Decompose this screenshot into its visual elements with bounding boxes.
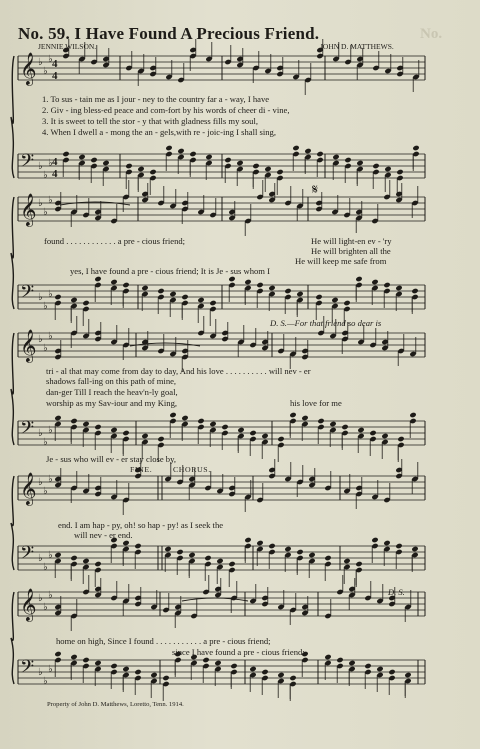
system2-bass-lyrics: yes, I have found a pre - cious friend; It is Je - sus whom I [70,266,270,276]
note-head [364,663,371,669]
note-head [122,430,129,436]
note-head [70,418,77,424]
system3-bottom-lyrics: Je - sus who will ev - er stay close by, [46,454,176,464]
note-head [277,436,284,442]
property-footer: Property of John D. Matthews, Loretto, Tenn. 1914. [47,701,184,708]
note-head [384,166,391,172]
bass-clef: 𝄢 [20,282,35,307]
note-head [355,276,362,282]
note-head [149,169,156,175]
flat-sign: ♭ [38,553,43,564]
flat-sign: ♭ [48,425,53,436]
flat-sign: ♭ [48,54,53,65]
note-head [284,546,291,552]
note-head [164,546,171,552]
tie-slur [60,202,130,205]
note-head [276,169,283,175]
note-head [204,555,211,561]
system2-right-line-2: He will brighten all the [311,246,391,256]
note-head [296,291,303,297]
note-head [70,297,77,303]
note-head [228,276,235,282]
treble-clef: 𝄞 [20,193,37,226]
verse-4-line: 4. When I dwell a - mong the an - gels,with re - joic-ing I shall sing, [42,127,276,137]
note-head [224,157,231,163]
note-head [134,543,141,549]
note-head [381,433,388,439]
note-head [256,540,263,546]
flat-sign: ♭ [43,301,48,312]
flat-sign: ♭ [38,161,43,172]
note-head [177,148,184,154]
flat-sign: ♭ [48,664,53,675]
note-head [169,412,176,418]
note-head [308,552,315,558]
fine-label: FINE. [130,465,153,474]
system2-right-line-1: He will light-en ev - 'ry [311,236,392,246]
system5-bass-lyrics: since I have found a pre - cious friend; [172,647,305,657]
flat-sign: ♭ [48,474,53,485]
time-signature: 4 [52,58,58,70]
lyricist-credit: JENNIE WILSON. [38,42,97,51]
note-head [409,412,416,418]
verse-3-line: 3. It is sweet to tell the stor - y that with gladness fills my soul, [42,116,259,126]
flat-sign: ♭ [48,550,53,561]
note-head [344,157,351,163]
treble-clef: 𝄞 [20,329,37,362]
note-head [122,282,129,288]
note-head [78,154,85,160]
flat-sign: ♭ [43,676,48,687]
system-brace [11,56,14,178]
note-head [356,160,363,166]
flat-sign: ♭ [48,195,53,206]
verse-2-line: 2. Giv - ing bless-ed peace and com-fort by his words of cheer di - vine, [42,105,290,115]
note-head [221,424,228,430]
note-head [348,660,355,666]
bass-clef: 𝄢 [20,418,35,443]
flat-sign: ♭ [43,562,48,573]
flat-sign: ♭ [43,170,48,181]
time-signature: 4 [52,70,58,82]
bass-clef: 𝄢 [20,543,35,568]
note-head [329,421,336,427]
note-head [395,543,402,549]
note-head [94,276,101,282]
note-head [383,282,390,288]
tie-slur [182,598,248,601]
note-head [209,421,216,427]
note-head [412,145,419,151]
note-head [94,424,101,430]
note-head [102,160,109,166]
verse-1-line: 1. To sus - tain me as I jour - ney to the country far a - way, I have [42,94,270,104]
note-head [54,552,61,558]
system4-treble-lyrics: end. I am hap - py, oh! so hap - py! as I seek the [58,520,224,530]
note-head [189,151,196,157]
flat-sign: ♭ [38,593,43,604]
note-head [304,148,311,154]
note-head [404,672,411,678]
note-head [277,672,284,678]
note-head [296,549,303,555]
system2-right-line-3: He will keep me safe from [295,256,387,266]
tie-slur [130,343,200,346]
segno-sign: 𝄋 [312,183,319,198]
note-head [369,430,376,436]
note-head [371,537,378,543]
bass-clef: 𝄢 [20,151,35,176]
note-head [289,675,296,681]
note-head [411,546,418,552]
note-head [82,300,89,306]
note-head [62,151,69,157]
flat-sign: ♭ [48,289,53,300]
flat-sign: ♭ [38,334,43,345]
ds-return-text: D. S.—For that friend so dear is [270,318,382,328]
note-head [54,294,61,300]
note-head [383,540,390,546]
flat-sign: ♭ [38,57,43,68]
flat-sign: ♭ [43,207,48,218]
note-head [332,154,339,160]
chorus-label: CHORUS. [173,465,211,474]
note-head [357,427,364,433]
note-head [236,160,243,166]
note-head [54,651,61,657]
note-head [324,654,331,660]
flat-sign: ♭ [48,158,53,169]
note-head [110,279,117,285]
flat-sign: ♭ [38,428,43,439]
note-head [82,657,89,663]
note-head [70,654,77,660]
note-head [157,436,164,442]
note-head [70,555,77,561]
note-head [176,549,183,555]
system3-line-3: dan-ger Till I reach the heav'n-ly goal, [46,387,178,397]
note-head [188,552,195,558]
system-brace [11,476,14,570]
flat-sign: ♭ [43,486,48,497]
note-head [82,421,89,427]
flat-sign: ♭ [48,331,53,342]
flat-sign: ♭ [38,198,43,209]
note-head [122,666,129,672]
note-head [244,537,251,543]
note-head [94,561,101,567]
note-head [343,558,350,564]
note-head [249,430,256,436]
note-head [141,285,148,291]
note-head [388,669,395,675]
note-head [317,418,324,424]
note-head [396,169,403,175]
note-head [82,558,89,564]
note-head [216,558,223,564]
treble-clef: 𝄞 [20,52,37,85]
note-head [324,555,331,561]
note-head [228,561,235,567]
note-head [162,675,169,681]
flat-sign: ♭ [38,667,43,678]
note-head [315,294,322,300]
note-head [141,433,148,439]
note-head [137,166,144,172]
system-brace [11,197,14,309]
note-head [268,543,275,549]
note-head [289,412,296,418]
note-head [376,666,383,672]
system4-bass-lyrics: will nev - er end. [74,530,133,540]
note-head [202,657,209,663]
note-head [397,436,404,442]
note-head [237,427,244,433]
note-head [372,163,379,169]
time-signature: 4 [52,156,58,168]
system5-treble-lyrics: home on high, Since I found . . . . . . . . . . . a pre - cious friend; [56,636,271,646]
note-head [122,540,129,546]
system-brace [11,333,14,445]
note-head [94,660,101,666]
note-head [134,669,141,675]
note-head [316,151,323,157]
note-head [336,657,343,663]
note-head [264,166,271,172]
note-head [205,154,212,160]
note-head [252,163,259,169]
note-head [230,663,237,669]
flat-sign: ♭ [43,66,48,77]
note-head [169,291,176,297]
note-head [110,663,117,669]
note-head [343,300,350,306]
note-head [261,669,268,675]
note-head [214,660,221,666]
system2-treble-lyrics: found . . . . . . . . . . . . a pre - cious friend; [44,236,186,246]
note-head [301,415,308,421]
system3-line-1: tri - al that may come from day to day, And his love . . . . . . . . . . will nev - er [46,366,311,376]
note-head [244,279,251,285]
ds-mark: D. S. [388,587,405,597]
flat-sign: ♭ [43,437,48,448]
note-head [197,297,204,303]
composer-credit: JOHN D. MATTHEWS. [320,42,394,51]
flat-sign: ♭ [43,343,48,354]
system-brace [11,592,14,684]
note-head [209,300,216,306]
bleed-through-text: No. [420,26,443,42]
note-head [256,282,263,288]
flat-sign: ♭ [38,292,43,303]
hymn-name: I Have Found A Precious Friend. [74,24,320,43]
treble-clef: 𝄞 [20,472,37,505]
note-head [284,288,291,294]
note-head [150,672,157,678]
note-head [197,418,204,424]
time-signature: 4 [52,168,58,180]
flat-sign: ♭ [38,477,43,488]
hymn-number: No. 59. [18,24,70,43]
treble-clef: 𝄞 [20,588,37,621]
flat-sign: ♭ [48,590,53,601]
note-head [54,415,61,421]
note-head [331,297,338,303]
hymn-title [18,24,319,44]
note-head [110,427,117,433]
note-head [181,294,188,300]
system3-line-2: shadows fall-ing on this path of mine, [46,376,177,386]
bass-clef: 𝄢 [20,657,35,682]
note-head [249,666,256,672]
note-head [181,415,188,421]
note-head [411,288,418,294]
note-head [125,163,132,169]
system3-bass-lyric: his love for me [290,398,342,408]
note-head [268,285,275,291]
note-head [165,145,172,151]
note-head [292,145,299,151]
note-head [341,424,348,430]
note-head [157,288,164,294]
note-head [371,279,378,285]
flat-sign: ♭ [43,602,48,613]
note-head [90,157,97,163]
note-head [261,433,268,439]
system3-line-4: worship as my Sav-iour and my King, [46,398,178,408]
note-head [395,285,402,291]
note-head [355,561,362,567]
